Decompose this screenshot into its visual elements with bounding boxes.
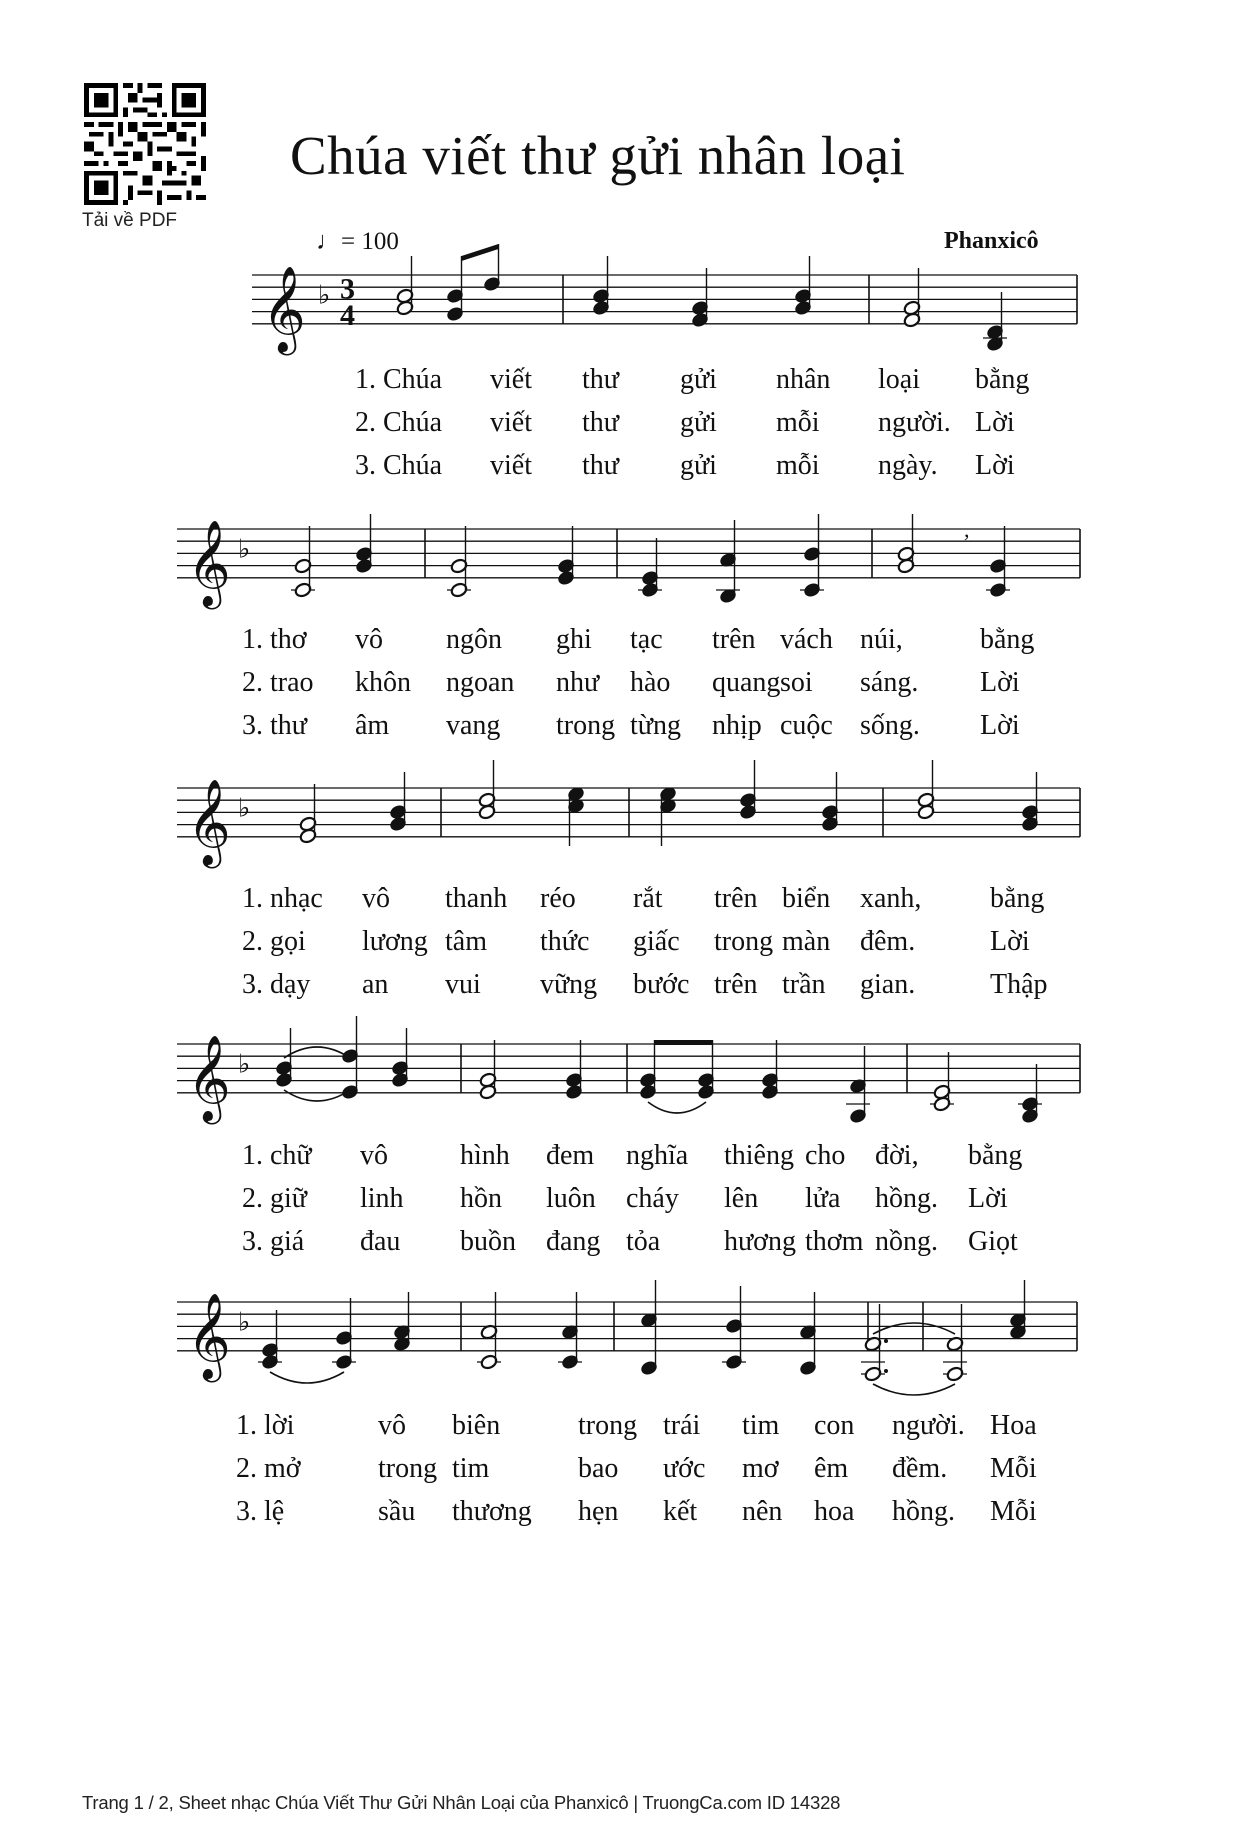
lyric-syllable: Hoa <box>990 1410 1037 1441</box>
lyric-syllable: bằng <box>990 883 1045 914</box>
lyric-syllable: khôn <box>355 667 411 698</box>
note-chord <box>983 292 1007 352</box>
tempo-value: = 100 <box>341 228 399 255</box>
lyric-syllable: từng <box>630 710 681 741</box>
note-chord <box>565 1040 583 1100</box>
lyric-syllable: trái <box>663 1410 701 1441</box>
lyric-syllable: 2. giữ <box>242 1183 307 1214</box>
note-chord <box>716 520 740 604</box>
tie-slur <box>648 1102 706 1113</box>
lyric-syllable: êm <box>814 1453 849 1484</box>
lyric-syllable: bước <box>633 969 690 1000</box>
lyric-syllable: nhịp <box>712 710 762 741</box>
lyric-syllable: đềm. <box>892 1453 948 1484</box>
lyric-syllable: quang <box>712 667 781 698</box>
lyric-syllable: con <box>814 1410 855 1441</box>
note-chord <box>258 1310 344 1383</box>
lyric-syllable: 2. Chúa <box>355 407 443 438</box>
note-chord <box>477 1292 501 1370</box>
lyric-syllable: trong <box>714 926 774 957</box>
note-chord <box>478 760 496 820</box>
lyric-syllable: giấc <box>633 926 680 957</box>
lyric-syllable: lửa <box>805 1183 841 1214</box>
staff-system-2 <box>177 514 1080 610</box>
download-pdf-link[interactable]: Tải về PDF <box>82 210 178 231</box>
lyric-syllable: cho <box>805 1140 846 1171</box>
lyric-syllable: 1. chữ <box>242 1140 312 1171</box>
note-chord <box>691 268 709 328</box>
lyric-syllable: tỏa <box>626 1226 661 1257</box>
note-chord <box>640 1280 658 1376</box>
treble-clef-icon: 𝄞 <box>187 778 231 865</box>
lyric-syllable: thư <box>582 450 619 481</box>
composer-name: Phanxicô <box>944 228 1039 254</box>
lyric-syllable: 1. thơ <box>242 624 307 655</box>
note-chord <box>479 1040 497 1100</box>
lyric-syllable: hồng. <box>892 1496 955 1527</box>
lyric-syllable: ghi <box>556 624 592 655</box>
lyric-syllable: 1. lời <box>236 1410 295 1441</box>
lyric-syllable: ngày. <box>878 450 938 481</box>
note-chord <box>638 538 662 598</box>
lyric-syllable: buồn <box>460 1226 516 1257</box>
lyric-syllable: hẹn <box>578 1496 619 1527</box>
lyric-syllable: sáng. <box>860 667 919 698</box>
note-chord <box>799 1292 817 1376</box>
lyric-syllable: sầu <box>378 1496 416 1527</box>
lyric-syllable: 3. Chúa <box>355 450 443 481</box>
lyric-syllable: viết <box>490 450 532 481</box>
lyric-syllable: cháy <box>626 1183 679 1214</box>
note-chord <box>291 526 315 598</box>
lyric-syllable: luôn <box>546 1183 596 1214</box>
note-chord <box>299 784 317 844</box>
lyric-syllable: Lời <box>968 1183 1008 1214</box>
treble-clef-icon: 𝄞 <box>187 519 231 606</box>
lyric-syllable: xanh, <box>860 883 922 914</box>
lyric-syllable: linh <box>360 1183 404 1214</box>
note-chord <box>483 244 501 292</box>
note-chord <box>943 1304 967 1382</box>
note-chord <box>897 514 915 574</box>
song-title: Chúa viết thư gửi nhân loại <box>290 125 906 186</box>
note-chord <box>722 1286 746 1370</box>
lyric-syllable: đêm. <box>860 926 916 957</box>
note-chord <box>821 772 839 832</box>
note-chord <box>447 526 471 598</box>
lyric-syllable: thức <box>540 926 590 957</box>
lyric-syllable: thư <box>582 364 619 395</box>
lyric-syllable: vui <box>445 969 481 1000</box>
lyric-syllable: trần <box>782 969 826 1000</box>
flat-icon: ♭ <box>318 280 331 311</box>
lyric-syllable: sống. <box>860 710 920 741</box>
note-chord <box>355 514 373 574</box>
lyric-syllable: tim <box>742 1410 780 1441</box>
tie-slur <box>873 1384 955 1395</box>
flat-icon: ♭ <box>238 1307 251 1338</box>
note-chord <box>794 256 812 316</box>
lyric-syllable: mỗi <box>776 450 820 481</box>
treble-clef-icon: 𝄞 <box>187 1034 231 1121</box>
note-chord <box>396 256 414 316</box>
lyric-syllable: soi <box>780 667 813 698</box>
note-chord <box>846 1046 870 1124</box>
lyric-syllable: 2. mở <box>236 1453 301 1484</box>
tie-slur <box>270 1372 344 1383</box>
note-chord <box>567 786 585 846</box>
lyric-syllable: người. <box>892 1410 965 1441</box>
lyric-syllable: 3. thư <box>242 710 307 741</box>
lyric-syllable: mỗi <box>776 407 820 438</box>
note-chord <box>1009 1280 1027 1340</box>
lyric-syllable: loại <box>878 364 920 395</box>
lyric-syllable: thư <box>582 407 619 438</box>
lyric-syllable: bằng <box>968 1140 1023 1171</box>
note-chord <box>275 1028 350 1101</box>
lyric-syllable: trên <box>712 624 756 655</box>
lyric-syllable: ngoan <box>446 667 515 698</box>
lyric-syllable: 3. giá <box>242 1226 305 1257</box>
lyric-syllable: nên <box>742 1496 783 1527</box>
lyric-syllable: 3. dạy <box>242 969 311 1000</box>
lyric-syllable: cuộc <box>780 710 833 741</box>
note-chord <box>1021 772 1039 832</box>
note-chord <box>332 1298 356 1370</box>
lyric-syllable: vô <box>355 624 383 655</box>
lyric-syllable: 2. gọi <box>242 926 306 957</box>
beam <box>655 1040 713 1045</box>
lyric-syllable: gian. <box>860 969 916 1000</box>
lyric-syllable: bằng <box>980 624 1035 655</box>
breath-mark-icon: , <box>964 517 970 542</box>
lyric-syllable: Lời <box>990 926 1030 957</box>
note-chord <box>903 268 921 328</box>
flat-icon: ♭ <box>238 1049 251 1080</box>
note-chord <box>659 786 677 846</box>
lyric-syllable: nhân <box>776 364 831 395</box>
lyric-syllable: gửi <box>680 364 717 395</box>
lyric-syllable: thơm <box>805 1226 864 1257</box>
lyric-syllable: hình <box>460 1140 510 1171</box>
staff-system-4 <box>177 1016 1080 1125</box>
lyric-syllable: Lời <box>980 710 1020 741</box>
lyric-syllable: vô <box>378 1410 406 1441</box>
tie-slur <box>873 1323 955 1334</box>
lyric-syllable: Lời <box>980 667 1020 698</box>
lyric-syllable: gửi <box>680 407 717 438</box>
note-chord <box>800 514 824 598</box>
lyric-syllable: gửi <box>680 450 717 481</box>
qr-code-icon[interactable] <box>83 83 207 205</box>
lyric-syllable: bao <box>578 1453 619 1484</box>
lyric-syllable: thương <box>452 1496 532 1527</box>
time-signature-top: 3 <box>340 272 355 306</box>
lyric-syllable: bằng <box>975 364 1030 395</box>
lyric-syllable: hương <box>724 1226 796 1257</box>
lyric-syllable: trong <box>378 1453 438 1484</box>
lyric-syllable: hào <box>630 667 671 698</box>
lyric-syllable: trên <box>714 969 758 1000</box>
lyric-syllable: trên <box>714 883 758 914</box>
lyric-syllable: viết <box>490 364 532 395</box>
lyric-syllable: nồng. <box>875 1226 938 1257</box>
lyric-syllable: như <box>556 667 600 698</box>
lyric-syllable: Giọt <box>968 1226 1018 1257</box>
lyric-syllable: tạc <box>630 624 663 655</box>
note-chord <box>341 1016 359 1100</box>
lyric-syllable: đang <box>546 1226 601 1257</box>
lyric-syllable: ước <box>663 1453 706 1484</box>
note-chord <box>639 1040 713 1113</box>
note-chord <box>391 1028 409 1088</box>
staff-system-3 <box>177 760 1080 869</box>
note-chord <box>761 1040 779 1100</box>
lyric-syllable: rắt <box>633 883 663 914</box>
note-chord <box>393 1292 411 1352</box>
time-signature-bottom: 4 <box>340 298 355 332</box>
lyric-syllable: lên <box>724 1183 759 1214</box>
tempo-marking <box>316 228 399 256</box>
lyric-syllable: an <box>362 969 389 1000</box>
lyric-syllable: hồn <box>460 1183 502 1214</box>
treble-clef-icon: 𝄞 <box>187 1292 231 1379</box>
lyric-syllable: 1. nhạc <box>242 883 323 914</box>
lyric-syllable: tâm <box>445 926 487 957</box>
staff-system-5 <box>177 1280 1077 1395</box>
beam <box>462 244 499 261</box>
lyric-syllable: réo <box>540 883 576 914</box>
flat-icon: ♭ <box>238 793 251 824</box>
note-chord <box>917 760 935 820</box>
lyric-syllable: Mỗi <box>990 1453 1037 1484</box>
lyric-syllable: trong <box>578 1410 638 1441</box>
flat-icon: ♭ <box>238 534 251 565</box>
lyric-syllable: mơ <box>742 1453 779 1484</box>
note-chord <box>592 256 610 316</box>
lyric-syllable: núi, <box>860 624 903 655</box>
note-chord <box>697 1040 715 1100</box>
note-chord <box>389 772 407 832</box>
lyric-syllable: vô <box>362 883 390 914</box>
lyric-syllable: âm <box>355 710 390 741</box>
tie-slur <box>284 1090 350 1101</box>
lyric-syllable: biên <box>452 1410 501 1441</box>
lyric-syllable: màn <box>782 926 831 957</box>
lyric-syllable: Lời <box>975 450 1015 481</box>
lyric-syllable: Lời <box>975 407 1015 438</box>
note-chord <box>861 1304 955 1395</box>
lyric-syllable: đời, <box>875 1140 919 1171</box>
lyric-syllable: vang <box>446 710 501 741</box>
lyric-syllable: biển <box>782 883 831 914</box>
lyric-syllable: vững <box>540 969 598 1000</box>
lyric-syllable: ngôn <box>446 624 502 655</box>
lyric-syllable: thiêng <box>724 1140 794 1171</box>
note-chord <box>930 1052 954 1112</box>
lyric-syllable: viết <box>490 407 532 438</box>
note-chord <box>739 760 757 820</box>
lyric-syllable: lương <box>362 926 428 957</box>
lyric-syllable: 1. Chúa <box>355 364 443 395</box>
staff-system-1 <box>252 244 1077 356</box>
lyric-syllable: 2. trao <box>242 667 314 698</box>
note-chord <box>964 517 1010 598</box>
lyric-syllable: hồng. <box>875 1183 938 1214</box>
lyric-syllable: vách <box>780 624 833 655</box>
lyric-syllable: kết <box>663 1496 698 1527</box>
lyric-syllable: vô <box>360 1140 388 1171</box>
lyric-syllable: đau <box>360 1226 401 1257</box>
lyric-syllable: đem <box>546 1140 595 1171</box>
page-footer: Trang 1 / 2, Sheet nhạc Chúa Viết Thư Gửi Nhân Loại của Phanxicô | TruongCa.com ID 14328 <box>82 1792 841 1813</box>
lyric-syllable: thanh <box>445 883 508 914</box>
note-chord <box>1018 1064 1042 1124</box>
lyric-syllable: Thập <box>990 969 1048 1000</box>
lyric-syllable: người. <box>878 407 951 438</box>
quarter-note-icon: ♩ <box>316 228 341 255</box>
lyric-syllable: nghĩa <box>626 1140 689 1171</box>
lyric-syllable: 3. lệ <box>236 1496 285 1527</box>
lyric-syllable: tim <box>452 1453 490 1484</box>
lyric-syllable: hoa <box>814 1496 855 1527</box>
note-chord <box>446 244 499 322</box>
tie-slur <box>284 1047 350 1058</box>
treble-clef-icon: 𝄞 <box>262 265 306 352</box>
lyric-syllable: Mỗi <box>990 1496 1037 1527</box>
lyric-syllable: trong <box>556 710 616 741</box>
note-chord <box>558 1292 582 1370</box>
note-chord <box>557 526 575 586</box>
